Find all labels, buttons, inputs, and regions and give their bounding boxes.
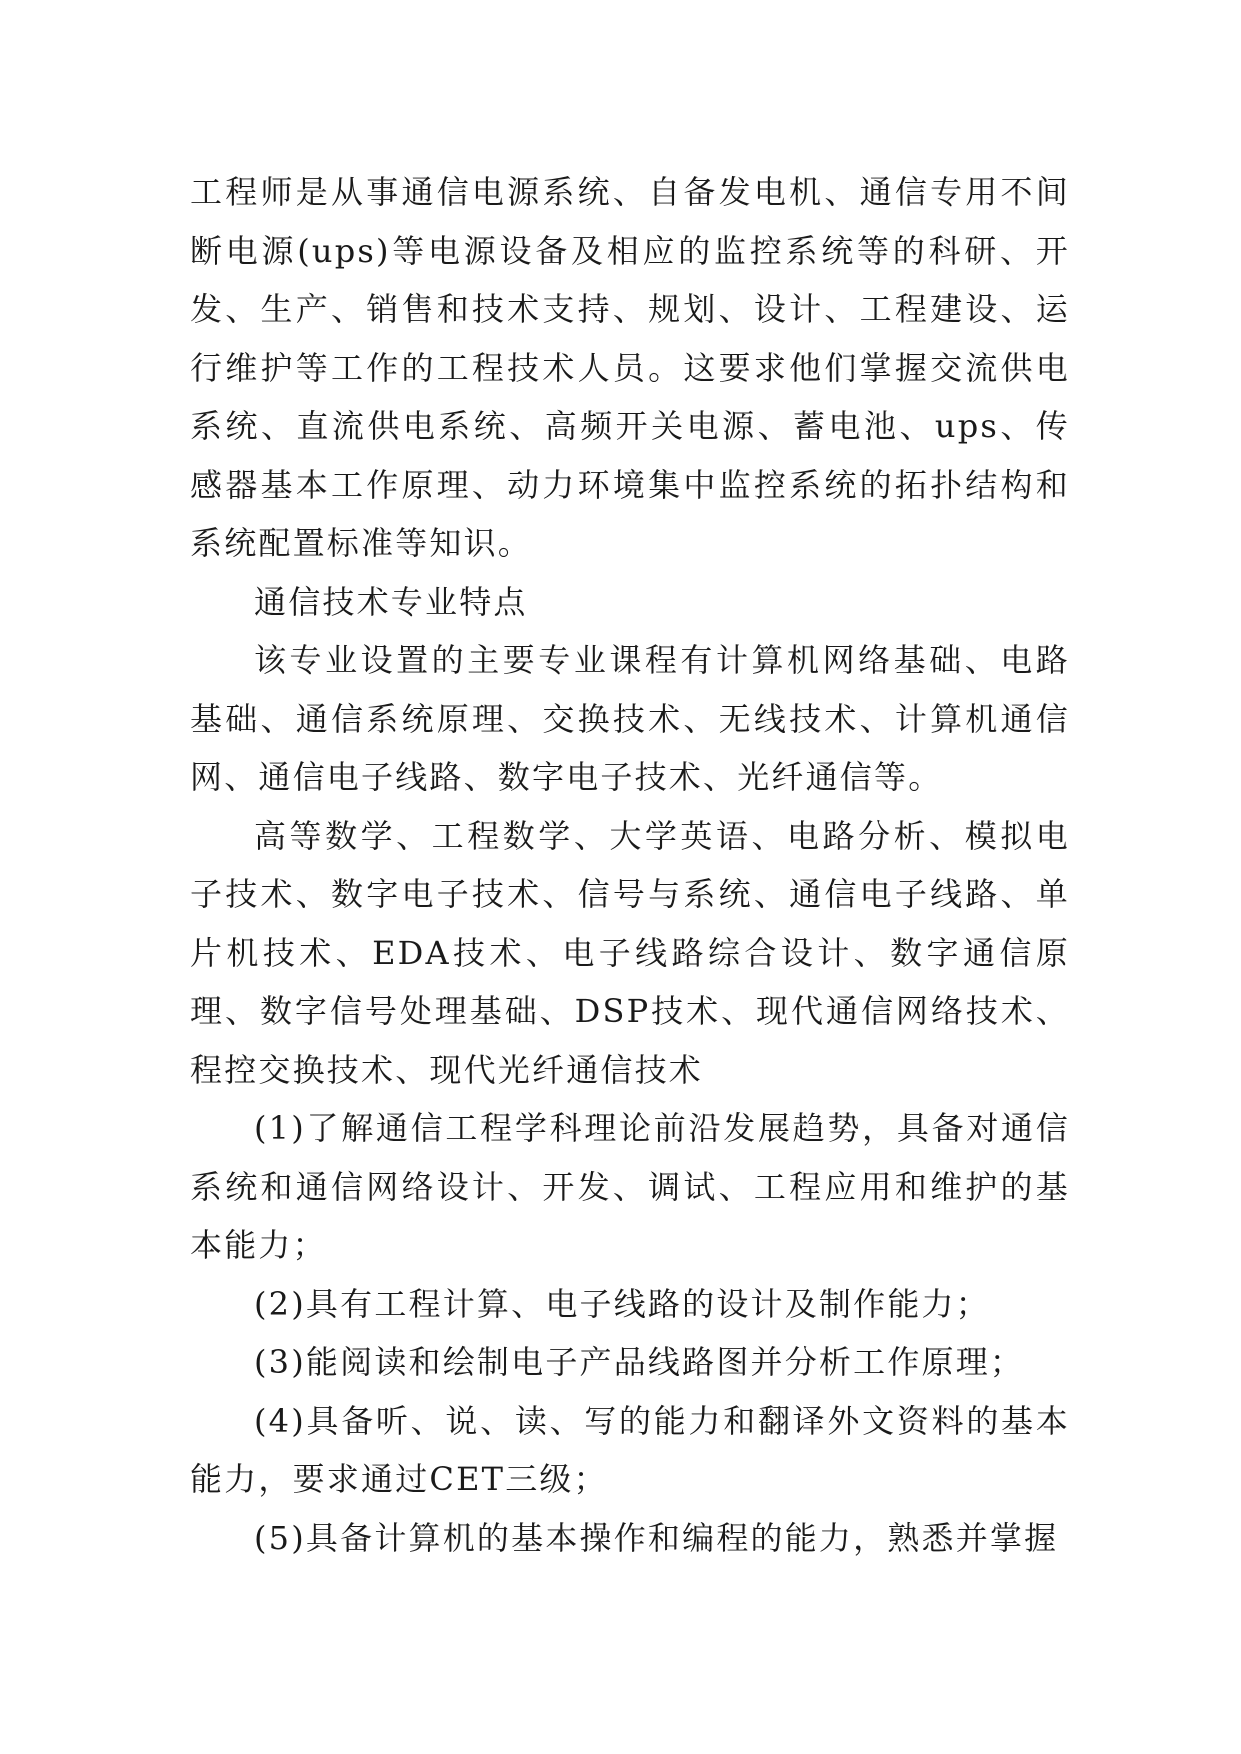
paragraph-requirement-2: (2)具有工程计算、电子线路的设计及制作能力；: [254, 1284, 990, 1323]
paragraph-main-courses: 该专业设置的主要专业课程有计算机网络基础、电路基础、通信系统原理、交换技术、无线技术、计算机通信网、通信电子线路、数字电子技术、光纤通信等。: [190, 641, 1070, 796]
paragraph-course-list: 高等数学、工程数学、大学英语、电路分析、模拟电子技术、数字电子技术、信号与系统、通信电子线路、单片机技术、EDA技术、电子线路综合设计、数字通信原理、数字信号处理基础、DSP技术、现代通信网络技术、程控交换技术、现代光纤通信技术: [190, 816, 1070, 1089]
document-body: [190, 163, 1070, 1567]
paragraph-power-engineer-description: 工程师是从事通信电源系统、自备发电机、通信专用不间断电源(ups)等电源设备及相应的监控系统等的科研、开发、生产、销售和技术支持、规划、设计、工程建设、运行维护等工作的工程技术人员。这要求他们掌握交流供电系统、直流供电系统、高频开关电源、蓄电池、ups、传感器基本工作原理、动力环境集中监控系统的拓扑结构和系统配置标准等知识。: [190, 173, 1070, 562]
paragraph-major-features-heading: 通信技术专业特点: [254, 582, 528, 621]
paragraph-requirement-3: (3)能阅读和绘制电子产品线路图并分析工作原理；: [254, 1343, 1025, 1381]
paragraph-requirement-1: (1)了解通信工程学科理论前沿发展趋势，具备对通信系统和通信网络设计、开发、调试、工程应用和维护的基本能力；: [190, 1109, 1070, 1264]
paragraph-requirement-4: (4)具备听、说、读、写的能力和翻译外文资料的基本能力，要求通过CET三级；: [190, 1401, 1070, 1498]
paragraph-requirement-5: (5)具备计算机的基本操作和编程的能力，熟悉并掌握: [254, 1518, 1059, 1557]
